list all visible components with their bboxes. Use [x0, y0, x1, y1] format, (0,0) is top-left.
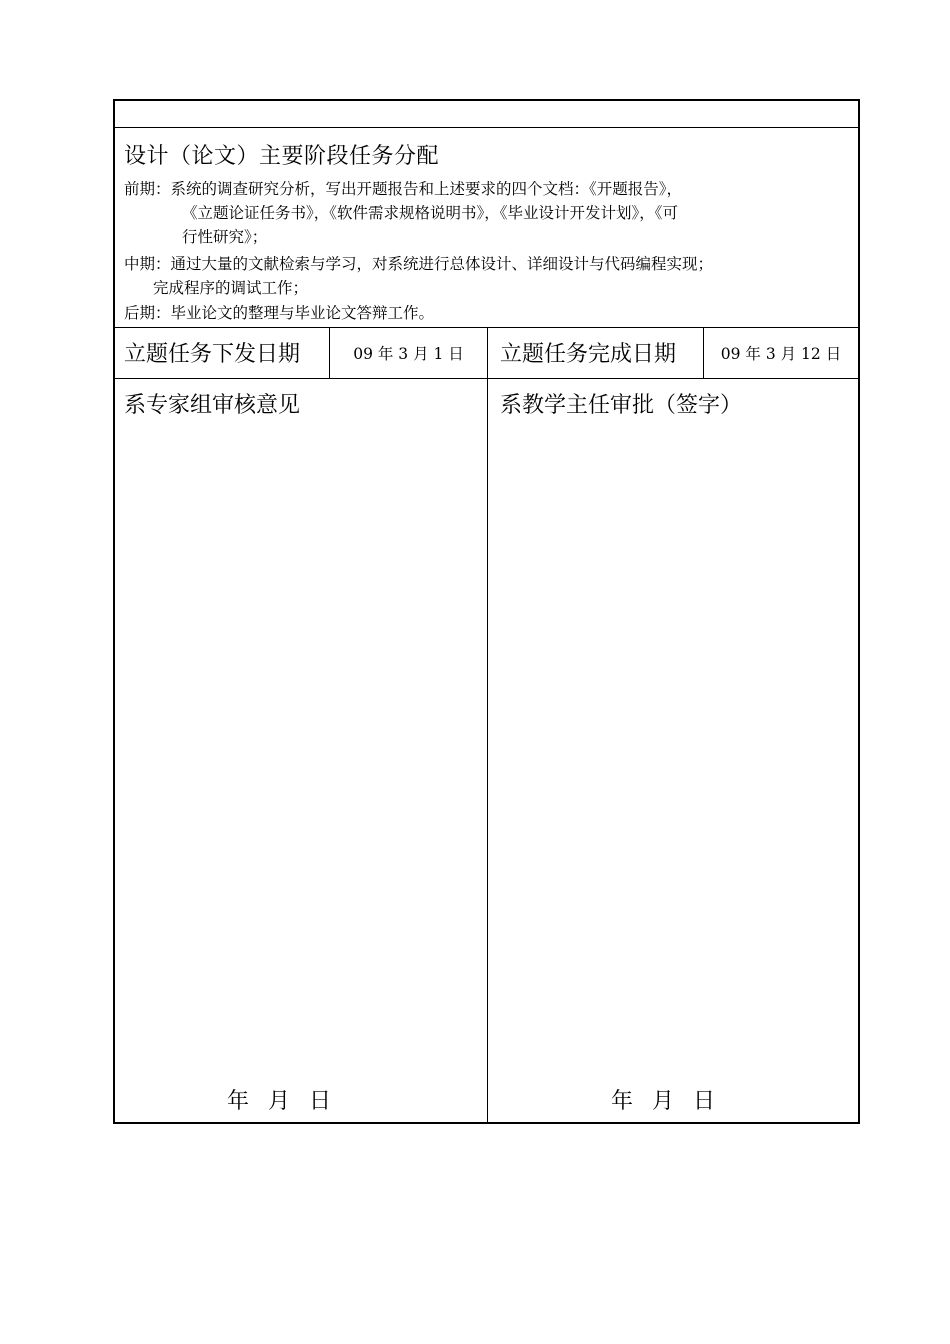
late-stage-line-1: 后期：毕业论文的整理与毕业论文答辩工作。: [124, 304, 435, 322]
date-row: [115, 327, 858, 379]
early-stage-line-2: 《立题论证任务书》，《软件需求规格说明书》，《毕业设计开发计划》，《可: [182, 204, 679, 222]
issue-date-value: 09 年 3 月 1 日: [330, 327, 488, 378]
expert-review-date: 年 月 日: [227, 1089, 331, 1114]
early-stage-paragraph: [124, 177, 850, 249]
middle-stage-line-1: 中期：通过大量的文献检索与学习，对系统进行总体设计、详细设计与代码编程实现；: [124, 255, 714, 273]
director-approval-title: 系教学主任审批（签字）: [500, 393, 743, 418]
early-stage-line-3: 行性研究》；: [182, 228, 268, 246]
complete-date-value: 09 年 3 月 12 日: [720, 344, 842, 363]
director-approval-date: 年 月 日: [611, 1089, 715, 1114]
middle-stage-line-2: 完成程序的调试工作；: [153, 279, 309, 297]
issue-date-label: 立题任务下发日期: [115, 327, 330, 378]
director-approval-box: [488, 378, 858, 1122]
complete-date-label: 立题任务完成日期: [488, 327, 704, 378]
stage-allocation-section: [115, 127, 858, 328]
task-form-table: [113, 99, 860, 1124]
early-stage-line-1: 前期：系统的调查研究分析，写出开题报告和上述要求的四个文档：《开题报告》，: [124, 180, 683, 198]
middle-stage-paragraph: [124, 252, 850, 300]
expert-review-box: [115, 378, 488, 1122]
stage-allocation-title: 设计（论文）主要阶段任务分配: [124, 144, 440, 169]
expert-review-title: 系专家组审核意见: [124, 393, 301, 418]
top-empty-row: [115, 101, 858, 128]
late-stage-paragraph: [124, 301, 850, 325]
